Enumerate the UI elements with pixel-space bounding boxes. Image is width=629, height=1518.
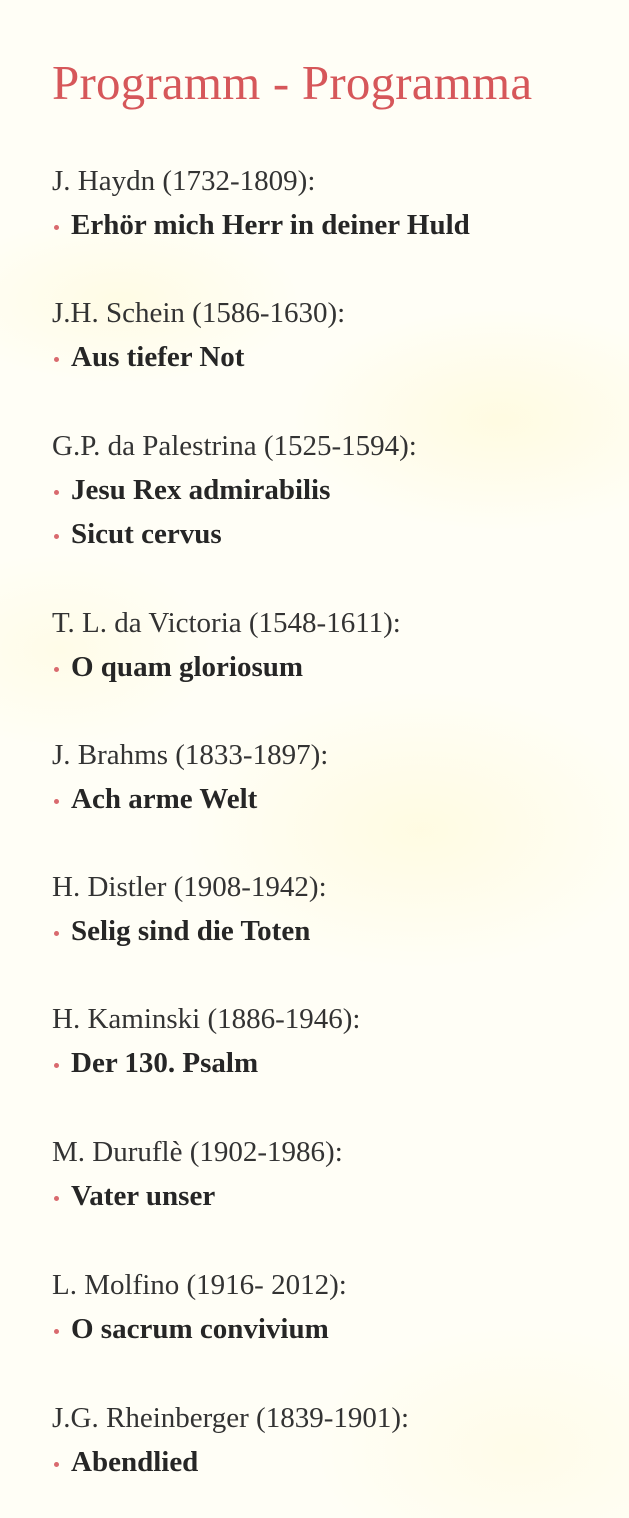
program-entry-molfino: [52, 1263, 347, 1351]
work-title: Abendlied: [71, 1446, 199, 1478]
work-item: [52, 909, 327, 953]
work-item: [52, 512, 417, 556]
page-title: Programm - Programma: [52, 55, 533, 110]
work-item: [52, 468, 417, 512]
composer-name: H. Distler (1908-1942):: [52, 871, 327, 903]
composer-name: L. Molfino (1916- 2012):: [52, 1269, 347, 1301]
work-title: Sicut cervus: [71, 518, 222, 550]
composer-name: J. Brahms (1833-1897):: [52, 739, 329, 771]
work-item: [52, 1440, 409, 1484]
work-item: [52, 777, 328, 821]
program-entry-victoria: [52, 601, 401, 689]
program-entry-schein: [52, 291, 345, 379]
program-entry-durufle: [52, 1130, 343, 1218]
work-title: Ach arme Welt: [71, 783, 258, 815]
bullet-icon: [54, 490, 59, 495]
bullet-icon: [54, 357, 59, 362]
composer-name: H. Kaminski (1886-1946):: [52, 1003, 361, 1035]
work-item: [52, 1307, 347, 1351]
bullet-icon: [54, 534, 59, 539]
work-title: Selig sind die Toten: [71, 915, 311, 947]
work-item: [52, 645, 401, 689]
bullet-icon: [54, 1462, 59, 1467]
program-entry-haydn: [52, 159, 470, 247]
bullet-icon: [54, 1196, 59, 1201]
work-title: Der 130. Psalm: [71, 1047, 259, 1079]
bullet-icon: [54, 225, 59, 230]
bullet-icon: [54, 1063, 59, 1068]
composer-name: J.G. Rheinberger (1839-1901):: [52, 1402, 410, 1434]
bullet-icon: [54, 1329, 59, 1334]
bullet-icon: [54, 931, 59, 936]
work-title: O quam gloriosum: [71, 651, 304, 683]
work-item: [52, 1041, 361, 1085]
composer-name: T. L. da Victoria (1548-1611):: [52, 607, 401, 639]
work-title: Jesu Rex admirabilis: [71, 474, 331, 506]
program-entry-distler: [52, 865, 327, 953]
program-entry-brahms: [52, 733, 328, 821]
bullet-icon: [54, 799, 59, 804]
composer-name: J.H. Schein (1586-1630):: [52, 297, 346, 329]
program-entry-kaminski: [52, 997, 361, 1085]
composer-name: J. Haydn (1732-1809):: [52, 165, 316, 197]
work-title: Aus tiefer Not: [71, 341, 245, 373]
work-item: [52, 335, 345, 379]
work-title: Vater unser: [71, 1180, 216, 1212]
bullet-icon: [54, 667, 59, 672]
composer-name: M. Duruflè (1902-1986):: [52, 1136, 343, 1168]
composer-name: G.P. da Palestrina (1525-1594):: [52, 430, 417, 462]
work-item: [52, 203, 470, 247]
work-title: O sacrum convivium: [71, 1313, 329, 1345]
program-entry-palestrina: [52, 424, 417, 556]
work-title: Erhör mich Herr in deiner Huld: [71, 209, 470, 241]
program-entry-rheinberger: [52, 1396, 409, 1484]
work-item: [52, 1174, 343, 1218]
